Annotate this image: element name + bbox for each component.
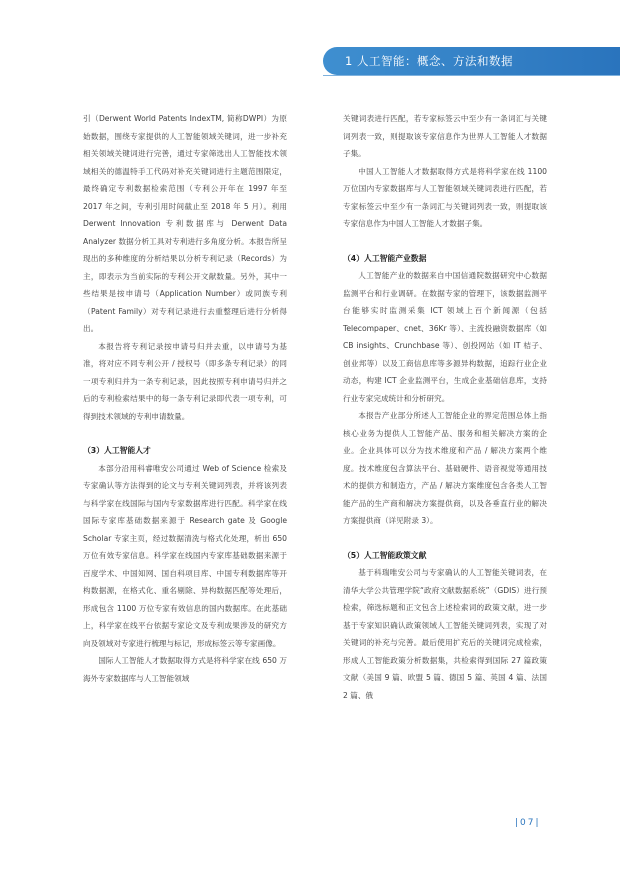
page-number-value: 07 (520, 818, 536, 828)
page-number-bar-left: | (515, 818, 521, 828)
left-column (83, 110, 287, 687)
page-number (515, 818, 541, 828)
header-divider (323, 75, 620, 76)
right-paragraph-2: 中国人工智能人才数据取得方式是将科学家在线 1100 万位国内专家数据库与人工智能领域关键词表进行匹配，若专家标签云中至少有一条词汇与关键词列表一致，则提取该专家信息作为中国人工智能人才数据子集。 (343, 166, 547, 228)
section-heading-industry: （4）人工智能产业数据 (343, 253, 427, 263)
left-paragraph-1: 引（Derwent World Patents IndexTM, 简称DWPI）为原始数据，围绕专家提供的人工智能领域关键词，进一步补充相关领域关键词进行完善，通过专家筛选出人工智能技术领域相关的德温特手工代码对补充关键词进行主题范围限定，最终确定专利数据检索范围（专利公开年在 1997 年至 2017 年之间，专利引用时间截止至 2018 年 5 月）。利用 Derwent Innovation 专利数据库与 Derwent Data Analyzer 数据分析工具对专利进行多角度分析。本报告所呈现出的多种维度的分析结果以分析专利记录（Records）为主，即表示为当前实际的专利公开文献数量。另外，其中一些结果是按申请号（Application Number）或同族专利（Patent Family）对专利记录进行去重整理后进行分析得出。 (83, 114, 287, 333)
section-heading-policy: （5）人工智能政策文献 (343, 550, 427, 560)
right-column (343, 110, 547, 704)
right-paragraph-1: 关键词表进行匹配，若专家标签云中至少有一条词汇与关键词列表一致，则提取该专家信息作为世界人工智能人才数据子集。 (343, 114, 547, 158)
left-paragraph-4: 国际人工智能人才数据取得方式是将科学家在线 650 万海外专家数据库与人工智能领域 (83, 656, 287, 683)
section-heading-talent: （3）人工智能人才 (83, 446, 151, 455)
left-paragraph-2: 本报告将专利记录按申请号归并去重，以申请号为基准，将对应不同专利公开 / 授权号（即多条专利记录）的同一项专利归并为一条专利记录，因此按照专利申请号归并之后的专利检索结果中的每一条专利记录即代表一项专利，可得到技术领域的专利申请数量。 (83, 341, 287, 421)
left-paragraph-3: 本部分沿用科睿唯安公司通过 Web of Science 检索及专家确认等方法得到的论文与专利关键词列表，并将该列表与科学家在线国际与国内专家数据库进行匹配。科学家在线国际专家库基础数据来源于 Research gate 及 Google Scholar 专家主页，经过数据清洗与格式化处理，析出 650 万位有效专家信息。科学家在线国内专家库基础数据来源于百度学术、中国知网、国自科项目库、中国专利数据库等开构数据源，在格式化、重名剔除、异构数据匹配等处理后，形成包含 1100 万位专家有效信息的国内数据库。在此基础上，科学家在线平台依据专家论文及专利成果涉及的研究方向及领域对专家进行梳理与标记，形成标签云等专家画像。 (83, 463, 287, 648)
right-paragraph-3: 人工智能产业的数据来自中国信通院数据研究中心数据监测平台和行业调研。在数据专家的管理下，该数据监测平台能够实时监测采集 ICT 领域上百个新闻源（包括 Telecompaper、cnet、36Kr 等）、主流投融资数据库（如 CB insights、Crunchbase 等）、创投网站（如 IT 桔子、创业邦等）以及工商信息库等多源异构数据，追踪行业企业动态，构建 ICT 企业监测平台，生成企业基础信息库，支持行业专家完成统计和分析研究。 (343, 271, 547, 403)
page-number-bar-right: | (535, 818, 541, 828)
right-paragraph-4: 本报告产业部分所述人工智能企业的界定范围总体上指核心业务为提供人工智能产品、服务和相关解决方案的企业。企业具体可以分为技术维度和产品 / 解决方案两个维度。技术维度包含算法平台、基础硬件、语音视觉等通用技术的提供方和制造方，产品 / 解决方案维度包含各类人工智能产品的生产商和解决方案提供商，以及各垂直行业的解决方案提供商（详见附录 3）。 (343, 411, 547, 525)
right-paragraph-5: 基于科瑞唯安公司与专家确认的人工智能关键词表，在清华大学公共管理学院“政府文献数据系统”（GDIS）进行预检索，筛选标题和正文包含上述检索词的政策文献，进一步基于专家知识确认政策领域人工智能关键词列表，实现了对关键词的补充与完善。最后使用扩充后的关键词完成检索，形成人工智能政策分析数据集，共检索得到国际 27 篇政策文献（美国 9 篇、欧盟 5 篇、德国 5 篇、英国 4 篇、法国 2 篇、俄 (343, 568, 547, 700)
chapter-header-band (323, 47, 620, 75)
chapter-title: 1 人工智能：概念、方法和数据 (345, 54, 513, 68)
